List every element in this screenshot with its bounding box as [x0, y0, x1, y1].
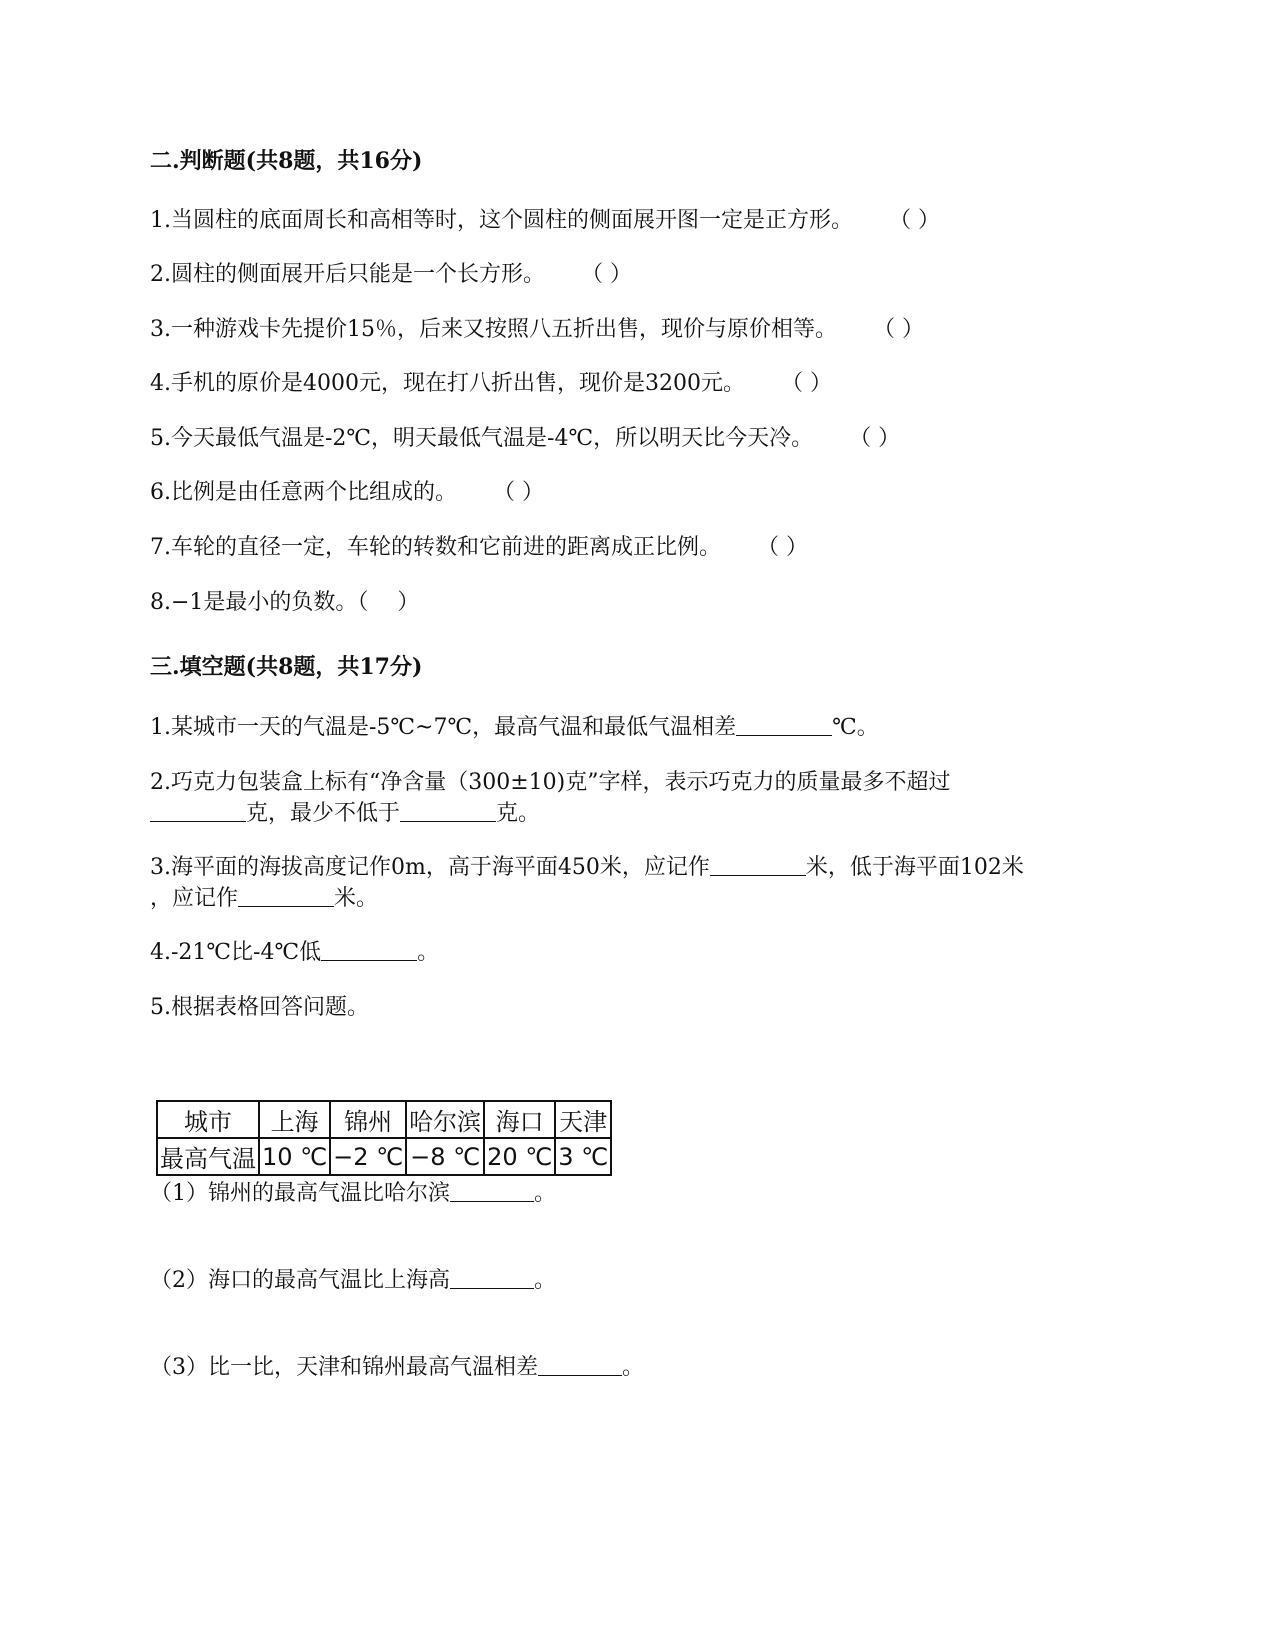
question-text-end: 克。: [496, 801, 541, 826]
table-cell: 锦州: [330, 1101, 406, 1138]
fill-question-2-line-2: [150, 799, 540, 829]
temperature-table: [156, 1100, 612, 1176]
fill-question-4: [150, 938, 439, 968]
table-header-row: [157, 1101, 611, 1138]
judge-question-2: [150, 260, 632, 290]
judge-question-6: [150, 478, 544, 508]
question-text: 2.圆柱的侧面展开后只能是一个长方形。: [150, 262, 545, 287]
question-text: 4.手机的原价是4000元，现在打八折出售，现价是3200元。: [150, 371, 745, 396]
judge-question-7: [150, 533, 808, 563]
question-text: 8.−1是最小的负数。: [150, 590, 358, 615]
answer-parentheses: （ ）: [581, 262, 632, 287]
question-text: 4.-21℃比-4℃低: [150, 940, 322, 965]
answer-blank[interactable]: [736, 713, 832, 736]
sub-question-1: [150, 1179, 556, 1209]
sub-question-2: [150, 1266, 556, 1296]
table-cell: 城市: [157, 1101, 259, 1138]
answer-blank[interactable]: [450, 1266, 534, 1289]
question-text: （3）比一比，天津和锦州最高气温相差: [150, 1355, 538, 1380]
question-text-end: ℃。: [832, 715, 879, 740]
judge-question-8: [150, 588, 419, 618]
answer-parentheses: （ ）: [780, 371, 832, 396]
judge-question-4: [150, 369, 832, 399]
table-cell: 天津: [555, 1101, 611, 1138]
table-cell: 20 ℃: [484, 1138, 555, 1175]
question-text: 3.一种游戏卡先提价15％，后来又按照八五折出售，现价与原价相等。: [150, 317, 837, 342]
question-text: 米，低于海平面102米: [805, 855, 1024, 880]
answer-parentheses: （ ）: [873, 317, 924, 342]
table-cell: 哈尔滨: [406, 1101, 484, 1138]
fill-question-5: 5.根据表格回答问题。: [150, 995, 369, 1020]
judge-question-1: [150, 206, 940, 236]
question-text: ，应记作: [150, 886, 239, 911]
judge-question-3: [150, 315, 924, 345]
answer-parentheses: （ ）: [357, 590, 420, 615]
fill-question-1: [150, 713, 879, 743]
table-cell: −2 ℃: [330, 1138, 406, 1175]
answer-blank[interactable]: [538, 1353, 622, 1376]
answer-blank-max[interactable]: [150, 799, 246, 822]
answer-blank[interactable]: [321, 938, 417, 961]
answer-blank-below[interactable]: [238, 884, 334, 907]
table-cell: −8 ℃: [406, 1138, 484, 1175]
question-text: 7.车轮的直径一定，车轮的转数和它前进的距离成正比例。: [150, 535, 721, 560]
question-text: （1）锦州的最高气温比哈尔滨: [150, 1181, 450, 1206]
question-text-end: 。: [534, 1181, 557, 1206]
table-cell: 3 ℃: [555, 1138, 611, 1175]
question-text: 5.今天最低气温是-2℃，明天最低气温是-4℃，所以明天比今天冷。: [150, 426, 814, 451]
answer-parentheses: （ ）: [849, 426, 901, 451]
judge-question-5: [150, 424, 900, 454]
question-text: 1.某城市一天的气温是-5℃~7℃，最高气温和最低气温相差: [150, 715, 737, 740]
question-text: 1.当圆柱的底面周长和高相等时，这个圆柱的侧面展开图一定是正方形。: [150, 208, 853, 233]
question-text-end: 。: [622, 1355, 645, 1380]
question-text: 6.比例是由任意两个比组成的。: [150, 480, 457, 505]
table-cell: 10 ℃: [259, 1138, 330, 1175]
fill-question-3-line-2: [150, 884, 378, 914]
answer-parentheses: （ ）: [889, 208, 940, 233]
answer-parentheses: （ ）: [757, 535, 808, 560]
fill-question-3-line-1: [150, 853, 1024, 883]
answer-blank[interactable]: [450, 1179, 534, 1202]
question-text: 3.海平面的海拔高度记作0m，高于海平面450米，应记作: [150, 855, 710, 880]
table-cell: 最高气温: [157, 1138, 259, 1175]
question-text-end: 。: [534, 1268, 557, 1293]
question-text-end: 米。: [334, 886, 379, 911]
answer-blank-above[interactable]: [710, 853, 806, 876]
section-3-title: 三.填空题(共8题，共17分): [150, 654, 423, 680]
question-text-end: 。: [417, 940, 440, 965]
table-cell: 海口: [484, 1101, 555, 1138]
answer-blank-min[interactable]: [400, 799, 496, 822]
sub-question-3: [150, 1353, 644, 1383]
table-cell: 上海: [259, 1101, 330, 1138]
question-text: 克，最少不低于: [246, 801, 401, 826]
table-row: [157, 1138, 611, 1175]
question-text: （2）海口的最高气温比上海高: [150, 1268, 450, 1293]
fill-question-2-line-1: 2.巧克力包装盒上标有“净含量（300±10)克”字样，表示巧克力的质量最多不超过: [150, 770, 951, 795]
answer-parentheses: （ ）: [493, 480, 544, 505]
section-2-title: 二.判断题(共8题，共16分): [150, 148, 423, 174]
